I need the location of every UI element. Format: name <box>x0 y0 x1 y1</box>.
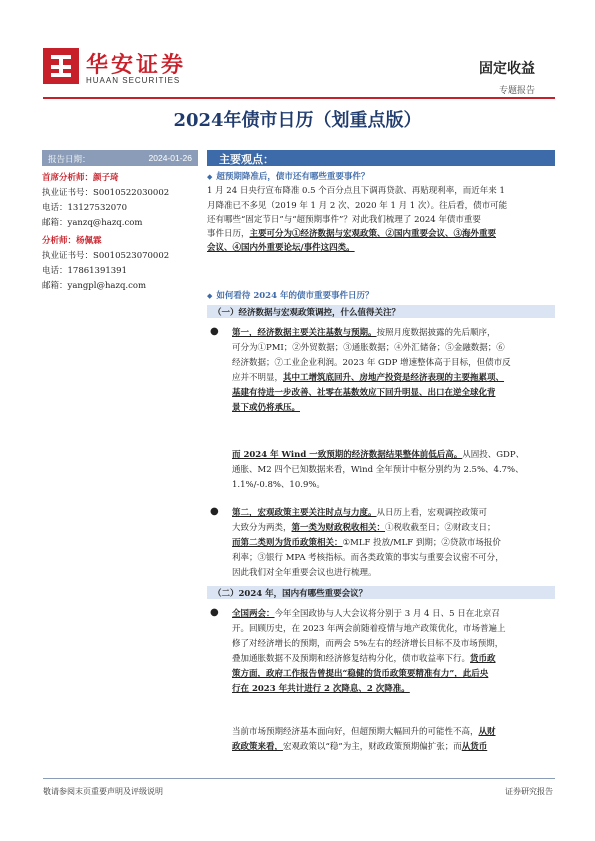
paragraph-line: 可分为①PMI；②外贸数据；③通胀数据；④外汇储备；⑤金融数据；⑥ <box>232 343 505 353</box>
footer-divider <box>43 778 555 779</box>
header-divider <box>43 97 555 99</box>
text: ①税收截至日；②财政支日； <box>385 523 496 533</box>
analyst-role: 首席分析师： <box>42 173 94 183</box>
text: 从日历上看，宏观调控政策可 <box>376 508 488 518</box>
bullet-dot-icon: ● <box>210 506 219 517</box>
report-category: 固定收益 <box>479 61 535 77</box>
paragraph-wind-forecast <box>232 448 555 493</box>
footer-report-type: 证券研究报告 <box>505 787 553 796</box>
text: 按照月度数据披露的先后顺序， <box>376 328 496 338</box>
paragraph-line: 还有哪些“固定节日”与“超预期事件”？对此我们梳理了 2024 年债市重要 <box>207 214 481 225</box>
phone-label: 电话： <box>42 203 68 213</box>
emphasis-text: 政政策来看， <box>232 742 284 752</box>
text: 大致分为两类， <box>232 523 292 533</box>
paragraph-market-expectations <box>232 725 555 755</box>
emphasis-text: 其中工增筑底回升、房地产投资是经济表现的主要拖累项、 <box>283 373 505 383</box>
paragraph-economic-data <box>232 326 555 416</box>
logo-mark-icon <box>43 48 79 84</box>
text: ①MLF 投放/MLF 到期；②贷款市场报价 <box>342 538 501 548</box>
phone-label: 电话： <box>42 266 68 276</box>
license-value: S0010523070002 <box>93 251 170 261</box>
section-1 <box>207 170 555 256</box>
logo-english-text: HUAAN SECURITIES <box>86 76 181 85</box>
subsection-header <box>207 586 555 599</box>
text: 当前市场预期经济基本面向好，但超预期大幅回升的可能性不高， <box>232 727 479 737</box>
emphasis-text: 策方面，政府工作报告曾提出“稳健的货币政策要精准有力”，此后央 <box>232 669 489 679</box>
text: 宏观政策以“稳”为主，财政政策预期偏扩张；而 <box>283 742 462 752</box>
emphasis-text: 而 2024 年 Wind 一致预期的经济数据结果整体前低后高。 <box>232 450 463 460</box>
main-points-heading: 主要观点： <box>219 153 274 166</box>
section-2-heading <box>207 289 555 303</box>
emphasis-text: 从货币 <box>461 742 488 752</box>
paragraph-line: 利率；③银行 MPA 考核指标。而各类政策的事实与重要会议密不可分， <box>232 553 504 563</box>
paragraph-two-sessions <box>232 607 555 697</box>
subsection-title: （二）2024 年，国内有哪些重要会议？ <box>213 589 368 599</box>
bullet-dot-icon: ● <box>210 607 219 618</box>
report-date-value: 2024-01-26 <box>148 153 192 163</box>
text: 今年全国政协与人大会议将分别于 3 月 4 日、5 日在北京召 <box>274 609 500 619</box>
subsection-title: （一）经济数据与宏观政策调控，什么值得关注？ <box>213 308 401 318</box>
paragraph-line: 经济数据；⑦工业企业利润。2023 年 GDP 增速整体高于目标，但债市反 <box>232 358 511 368</box>
emphasis-text: 第一类为财政税收相关： <box>291 523 386 533</box>
email-label: 邮箱： <box>42 281 68 291</box>
analyst-name: 颜子琦 <box>93 173 119 183</box>
emphasis-text: 主要可分为①经济数据与宏观政策、②国内重要会议、③海外重要 <box>249 229 497 240</box>
license-value: S0010522030002 <box>93 188 170 198</box>
report-date-label: 报告日期： <box>48 154 91 164</box>
paragraph-line: 因此我们对全年重要会议也进行梳理。 <box>232 568 377 578</box>
emphasis-text: 景下或仍将承压。 <box>232 403 301 413</box>
analyst-block-2 <box>42 235 198 295</box>
report-date-bar <box>42 150 198 166</box>
email-link[interactable]: yangpl@hazq.com <box>67 281 147 291</box>
emphasis-text: 会议、④国内外重要论坛/事件这四类。 <box>207 243 355 254</box>
paragraph-macro-policy <box>232 506 555 581</box>
emphasis-text: 而第二类则为货币政策相关： <box>232 538 343 548</box>
subsection-header <box>207 305 555 318</box>
paragraph-line: 修了对经济增长的预期，而两会 5%左右的经济增长目标不及市场预期， <box>232 639 504 649</box>
email-link[interactable]: yanzq@hazq.com <box>67 218 143 228</box>
logo-text: 华安证券 <box>86 52 187 78</box>
paragraph-line: 1 月 24 日央行宣布降准 0.5 个百分点且下调再贷款、再贴现利率，而近年来 1 <box>207 186 505 197</box>
section-2-title: 如何看待 2024 年的债市重要事件日历？ <box>216 291 374 301</box>
license-label: 执业证书号： <box>42 188 94 198</box>
text: 应并不明显， <box>232 373 284 383</box>
email-label: 邮箱： <box>42 218 68 228</box>
diamond-bullet-icon: ◆ <box>207 172 213 181</box>
analyst-role: 分析师： <box>42 236 77 246</box>
text: 从固投、GDP、 <box>462 450 525 460</box>
paragraph-line: 开。回顾历史，在 2023 年两会前随着疫情与地产政策优化，市场普遍上 <box>232 624 506 634</box>
emphasis-text: 行在 2023 年共计进行 2 次降息、2 次降准。 <box>232 684 410 694</box>
page-title: 2024年债市日历（划重点版） <box>173 110 422 131</box>
section-1-title: 超预期降准后，债市还有哪些重要事件？ <box>216 172 370 182</box>
paragraph-line: 1.1%/-0.8%、10.9%。 <box>232 480 325 490</box>
emphasis-text: 全国两会： <box>232 609 275 619</box>
report-subcategory: 专题报告 <box>498 86 535 96</box>
analyst-name: 杨佩霖 <box>76 236 102 246</box>
main-points-heading-bar <box>207 150 555 166</box>
analyst-block-1 <box>42 172 198 232</box>
footer-disclaimer: 敬请参阅末页重要声明及评级说明 <box>43 787 163 796</box>
emphasis-text: 货币政 <box>470 654 496 664</box>
paragraph-line: 通胀、M2 四个已知数据来看，Wind 全年预计中枢分别约为 2.5%、4.7%、 <box>232 465 524 475</box>
paragraph-line: 月降准已不多见（2019 年 1 月 2 次、2020 年 1 月 1 次）。往后看，债市可能 <box>207 200 508 211</box>
bullet-dot-icon: ● <box>210 326 219 337</box>
phone-value: 17861391391 <box>67 266 128 276</box>
emphasis-text: 第二，宏观政策主要关注时点与力度。 <box>232 508 377 518</box>
text: 叠加通胀数据不及预期和经济修复结构分化，债市收益率下行。 <box>232 654 471 664</box>
emphasis-text: 第一，经济数据主要关注基数与预期。 <box>232 328 377 338</box>
emphasis-text: 基建有待进一步改善、社零在基数效应下回升明显、出口在逆全球化背 <box>232 388 496 398</box>
license-label: 执业证书号： <box>42 251 94 261</box>
emphasis-text: 从财 <box>478 727 496 737</box>
phone-value: 13127532070 <box>67 203 128 213</box>
diamond-bullet-icon: ◆ <box>207 291 213 300</box>
paragraph-line: 事件日历， <box>207 229 250 240</box>
